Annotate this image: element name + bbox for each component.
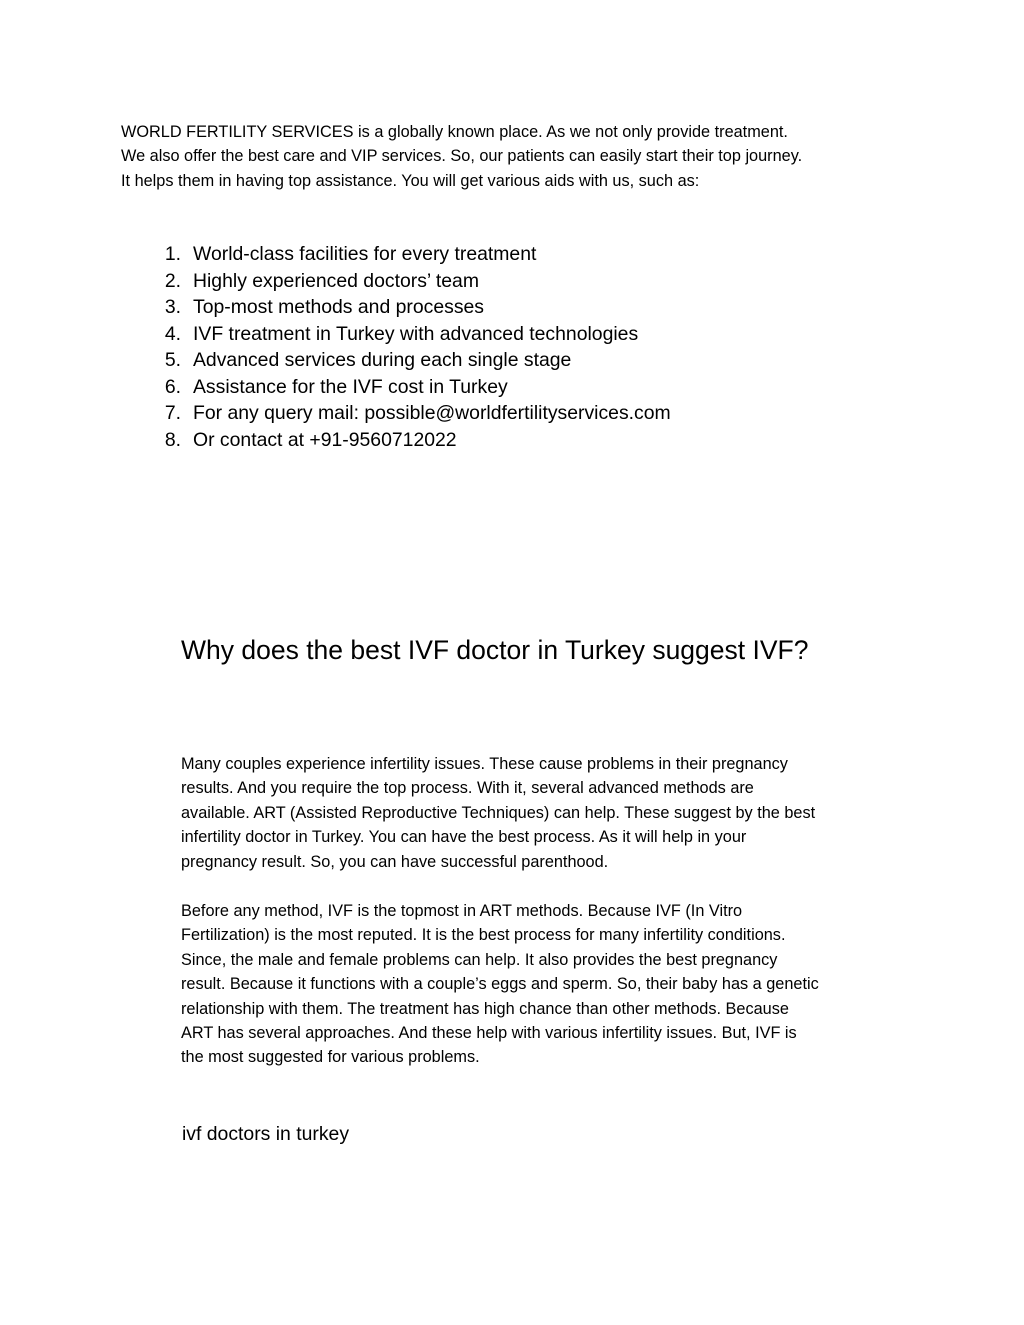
intro-paragraph [121, 120, 911, 193]
paragraph-line: relationship with them. The treatment has high chance than other methods. Because [181, 999, 789, 1018]
body-paragraph [181, 752, 921, 874]
paragraph-line: Fertilization) is the most reputed. It is the best process for many infertility conditions. [181, 926, 786, 945]
body-paragraph [181, 899, 921, 1070]
list-number: 4. [164, 322, 181, 345]
paragraph-line: results. And you require the top process. With it, several advanced methods are [181, 779, 754, 798]
features-list [121, 241, 921, 453]
paragraph-line: result. Because it functions with a couple’s eggs and sperm. So, their baby has a genetic [181, 975, 819, 994]
paragraph-line: the most suggested for various problems. [181, 1048, 480, 1067]
paragraph-line: available. ART (Assisted Reproductive Techniques) can help. These suggest by the best [181, 803, 816, 822]
list-number: 2. [164, 269, 181, 292]
list-item [121, 374, 921, 401]
intro-line: It helps them in having top assistance. You will get various aids with us, such as: [121, 171, 700, 190]
list-item [121, 294, 921, 321]
list-text: Advanced services during each single stage [193, 349, 572, 371]
paragraph-line: ART has several approaches. And these help with various infertility issues. But, IVF is [181, 1024, 797, 1043]
keyword-text: ivf doctors in turkey [182, 1123, 350, 1145]
paragraph-line: pregnancy result. So, you can have successful parenthood. [181, 852, 609, 871]
list-item [121, 241, 921, 268]
paragraph-line: infertility doctor in Turkey. You can have the best process. As it will help in your [181, 828, 747, 847]
list-text: IVF treatment in Turkey with advanced technologies [193, 322, 639, 345]
paragraph-line: Since, the male and female problems can help. It also provides the best pregnancy [181, 950, 778, 969]
list-text: Highly experienced doctors’ team [193, 269, 479, 292]
list-number: 7. [164, 402, 181, 424]
list-item [121, 427, 921, 454]
list-text: Top-most methods and processes [193, 296, 485, 318]
list-item [121, 400, 921, 427]
paragraph-line: Before any method, IVF is the topmost in ART methods. Because IVF (In Vitro [181, 902, 743, 920]
intro-line: WORLD FERTILITY SERVICES is a globally known place. As we not only provide treatment. [121, 123, 788, 141]
intro-line: We also offer the best care and VIP services. So, our patients can easily start their top journey. [121, 147, 803, 166]
list-text: For any query mail: possible@worldfertilityservices.com [193, 402, 671, 424]
list-item [121, 347, 921, 374]
list-number: 6. [164, 375, 181, 398]
list-item [121, 321, 921, 348]
list-number: 5. [164, 349, 181, 371]
list-text: World-class facilities for every treatment [193, 243, 537, 265]
list-number: 8. [164, 428, 181, 451]
paragraph-line: Many couples experience infertility issues. These cause problems in their pregnancy [181, 755, 788, 773]
list-number: 3. [164, 296, 181, 318]
list-item [121, 268, 921, 295]
list-text: Assistance for the IVF cost in Turkey [193, 375, 508, 398]
section-heading: Why does the best IVF doctor in Turkey suggest IVF? [181, 635, 809, 665]
list-number: 1. [164, 243, 181, 265]
list-text: Or contact at +91-9560712022 [193, 428, 457, 451]
